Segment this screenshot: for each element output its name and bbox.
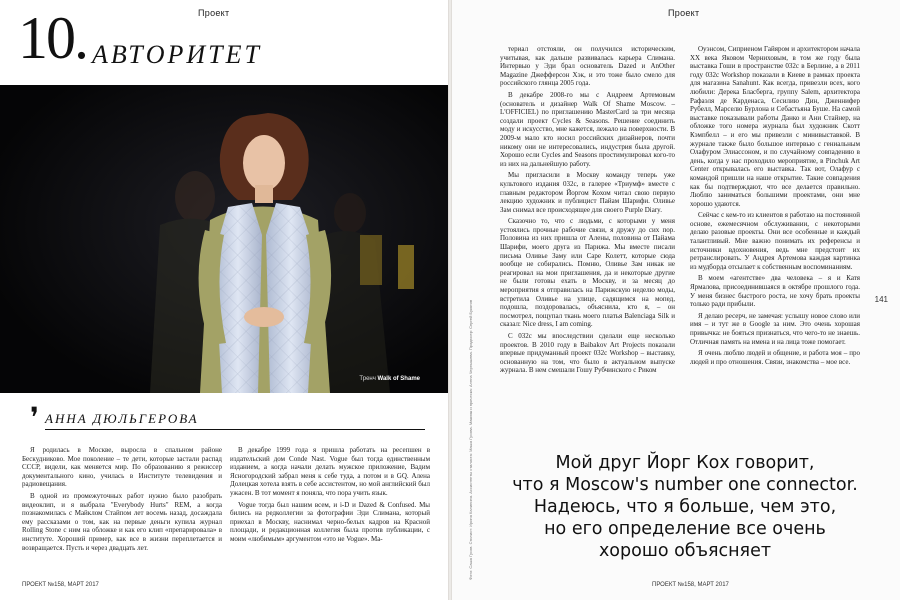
pull-quote — [500, 452, 870, 562]
paragraph: Я очень люблю людей и общение, и работа моя – про людей и про отношения. Связи, знакомства – мое все. — [690, 349, 860, 366]
quote-line: хорошо объясняет — [598, 541, 772, 561]
paragraph: Мы пригласили в Москву команду теперь уже культового издания 032c, в галерее «Триумф» вместе с главным редактором Йоргом Кохом читал свою первую лекцию художник и публицист Пайам Шарифи. Оливье Зам снимал все происходящее для своего Purple Diary. — [500, 171, 675, 214]
right-folio: ПРОЕКТ №158, МАРТ 2017 — [652, 582, 729, 588]
paragraph: Я делаю ресерч, не замечая: услышу новое слово или имя – и тут же в Google за ним. Это очень хорошая привычка: не бояться признаться, что чего-то не знаешь. Отличная память на имена и на лица тоже помогает. — [690, 311, 860, 346]
paragraph: В декабре 1999 года я пришла работать на ресепшен в издательский дом Conde Nast. Vogue был тогда единственным изданием, а когда начали делать мужское приложение, Вадим Ясногородский забрал меня к себе туда, а потом и в GQ. Алена Долецкая хотела взять в себе ассистентом, но мой английский был ужасен. В тот момент я поняла, что пора учить язык. — [230, 446, 430, 497]
section-label: Проект — [198, 8, 230, 18]
right-page — [450, 0, 900, 600]
paragraph: териал отстояли, он получился историческим, учитывая, как дальше развивалась карьера Слимана. Интервью у Эди брал основатель Dazed и AnOther Magazine Джефферсон Хэк, и это тоже было смело для российского глянца 2005 года. — [500, 45, 675, 88]
quote-line: что я Moscow's number one connector. — [512, 475, 858, 495]
person-name: АННА ДЮЛЬГЕРОВА — [45, 411, 425, 430]
photo-caption — [359, 376, 420, 382]
right-text-column-2 — [690, 45, 860, 369]
article-number: 10. — [18, 5, 87, 71]
paragraph: Я родилась в Москве, выросла в спальном районе Бескудниково. Мое поколение – те дети, которые застали распад СССР, видели, как меняется мир. По образованию я режиссер документального кино, училась в Институте телевидения и радиовещания. — [22, 446, 222, 489]
section-label: Проект — [668, 8, 700, 18]
photo-credits — [468, 300, 480, 580]
caption-prefix: Тренч — [359, 376, 376, 382]
right-text-column-1 — [500, 45, 675, 378]
caption-brand: Walk of Shame — [377, 376, 420, 382]
portrait-illustration — [0, 85, 450, 393]
headline: АВТОРИТЕТ — [92, 40, 262, 69]
paragraph: Сказочно то, что с людьми, с которыми у меня устоялись прочные рабочие связи, я дружу до сих пор. Половина из них пришла от Алены, половина от Пайама Шарифи, моего друга из Парижа. Мы вместе писали письма Оливье Заму или Саре Колетт, которые сюда вообще не собирались. Помню, Оливье Зам никак не реагировал на мои приглашения, да и некоторые другие не были готовы ехать в Москву, и за месяц до мероприятия я отправилась на Парижскую неделю моды, встретила Оливье на улице, садящимся на мопед, подошла, поздоровалась, объяснила, кто я, – он посмотрел, пощупал ткань моего платья Balenciaga Silk и сказал: Nice dress, I am coming. — [500, 217, 675, 329]
paragraph: В моем «агентстве» два человека – я и Катя Ярмалова, присоединившаяся в октябре прошлого года. У меня бизнес быстрого роста, не хочу брать проекты только ради прибыли. — [690, 274, 860, 309]
paragraph: В одной из промежуточных работ нужно было разобрать видеоклип, и я выбрала "Everybody Hurts" REM, а когда познакомилась с Майклом Стайпом лет восемь назад, досаждала ему рассказами о том, как на первые деньги купила журнал Rolling Stone с ним на обложке и как его клип «препарировала» в институте. Хороший пример, как все в жизни переплетается и возвращается. Пусть и через двадцать лет. — [22, 491, 222, 552]
paragraph: Vogue тогда был нашим всем, и i-D и Dazed & Confused. Мы бились на редколлегии за фотографии Эди Слимана, который приехал в Москву, наснимал черно-белых кадров на Красной площади, и редакционная коллегия была против публикации, с моим «любимым» аргументом «это не Vogue». Ма- — [230, 500, 430, 543]
portrait-photo — [0, 85, 450, 393]
paragraph: В декабре 2008-го мы с Андреем Артемовым (основатель и дизайнер Walk Of Shame Moscow. – L'OFFICIEL) по приглашению MasterCard за три месяца создали проект Cycles & Seasons. Решение соединить моду и искусство, мне кажется, лежало на поверхности. В 2009-м мало кто носил российских дизайнеров, почти никому они не интересовались, индустрия была другой. Хорошо если Cycles and Seasons простимулировал кого-то из них на дальнейшую работу. — [500, 90, 675, 168]
page-number: 141 — [874, 295, 888, 304]
spine-gutter — [448, 0, 452, 600]
quote-line: Надеюсь, что я больше, чем это, — [533, 497, 837, 517]
paragraph: Сейчас с кем-то из клиентов я работаю на постоянной основе, ежемесячном обслуживании, с некоторыми делаю разовые проекты. Они все особенные и каждый талантливый. Мне важно понимать их референсы и источники вдохновения, ведь мне предстоит их ретранслировать. У Андрея Артемова каждая картинка из мудборда отсылает к собственным воспоминаниям. — [690, 211, 860, 271]
credits-text: Фото: Саша Гусов. Стилист: Ирина Калинина. Ассистенты стилиста: Маша Гусова. Макияж и прическа: Алена Чернышева. Продюсер: Сергей Букатов — [468, 299, 473, 580]
left-text-column-2 — [230, 446, 430, 547]
left-text-column-1 — [22, 446, 222, 555]
paragraph: Оуэнсом, Сиприеном Гайяром и архитектором начала XX века Яковом Черниховым, в том же году была выставка Гоши в пространстве 032c в Берлине, а в 2011 году 032c Workshop показали в Киеве в рамках проекта для магазина Sanahunt. Как всегда, привезли всех, кого любили: Дерека Бласберга, группу Salem, архитектора Рафаэля де Карденаса, Сесилию Дин, Дженнифер Рубелл, Марселю Бурлона и Себастьяна Буше. На самой выставке показывали работы Данко и Ани Стайнер, на обложке того номера журнала был художник Скотт Кэмпбелл – и его мы привезли с минивыставкой. В журнале также было большое интервью с гениальным Олафуром Элиассоном, и по случайному совпадению в день, когда у нас проходило мероприятие, в Pinchuk Art Center открывалась его выставка. Так вот, Олафур с командой пришли на наше открытие. Такие совпадения как бы подтверждают, что все делается правильно. Люблю заниматься большими проектами, они мне хорошо удаются. — [690, 45, 860, 208]
left-folio: ПРОЕКТ №158, МАРТ 2017 — [22, 582, 99, 588]
quote-line: Мой друг Йорг Кох говорит, — [555, 453, 815, 473]
quote-line: но его определение все очень — [544, 519, 826, 539]
paragraph: С 032c мы впоследствии сделали еще несколько проектов. В 2010 году в Baibakov Art Projects показали впервые придуманный проект 032c Workshop – выставку, основанную на том, что было в актуальном выпуске журнала. В нем смешали Гошу Рубчинского с Риком — [500, 332, 675, 375]
name-apostrophe-mark: ❜ — [30, 403, 40, 434]
